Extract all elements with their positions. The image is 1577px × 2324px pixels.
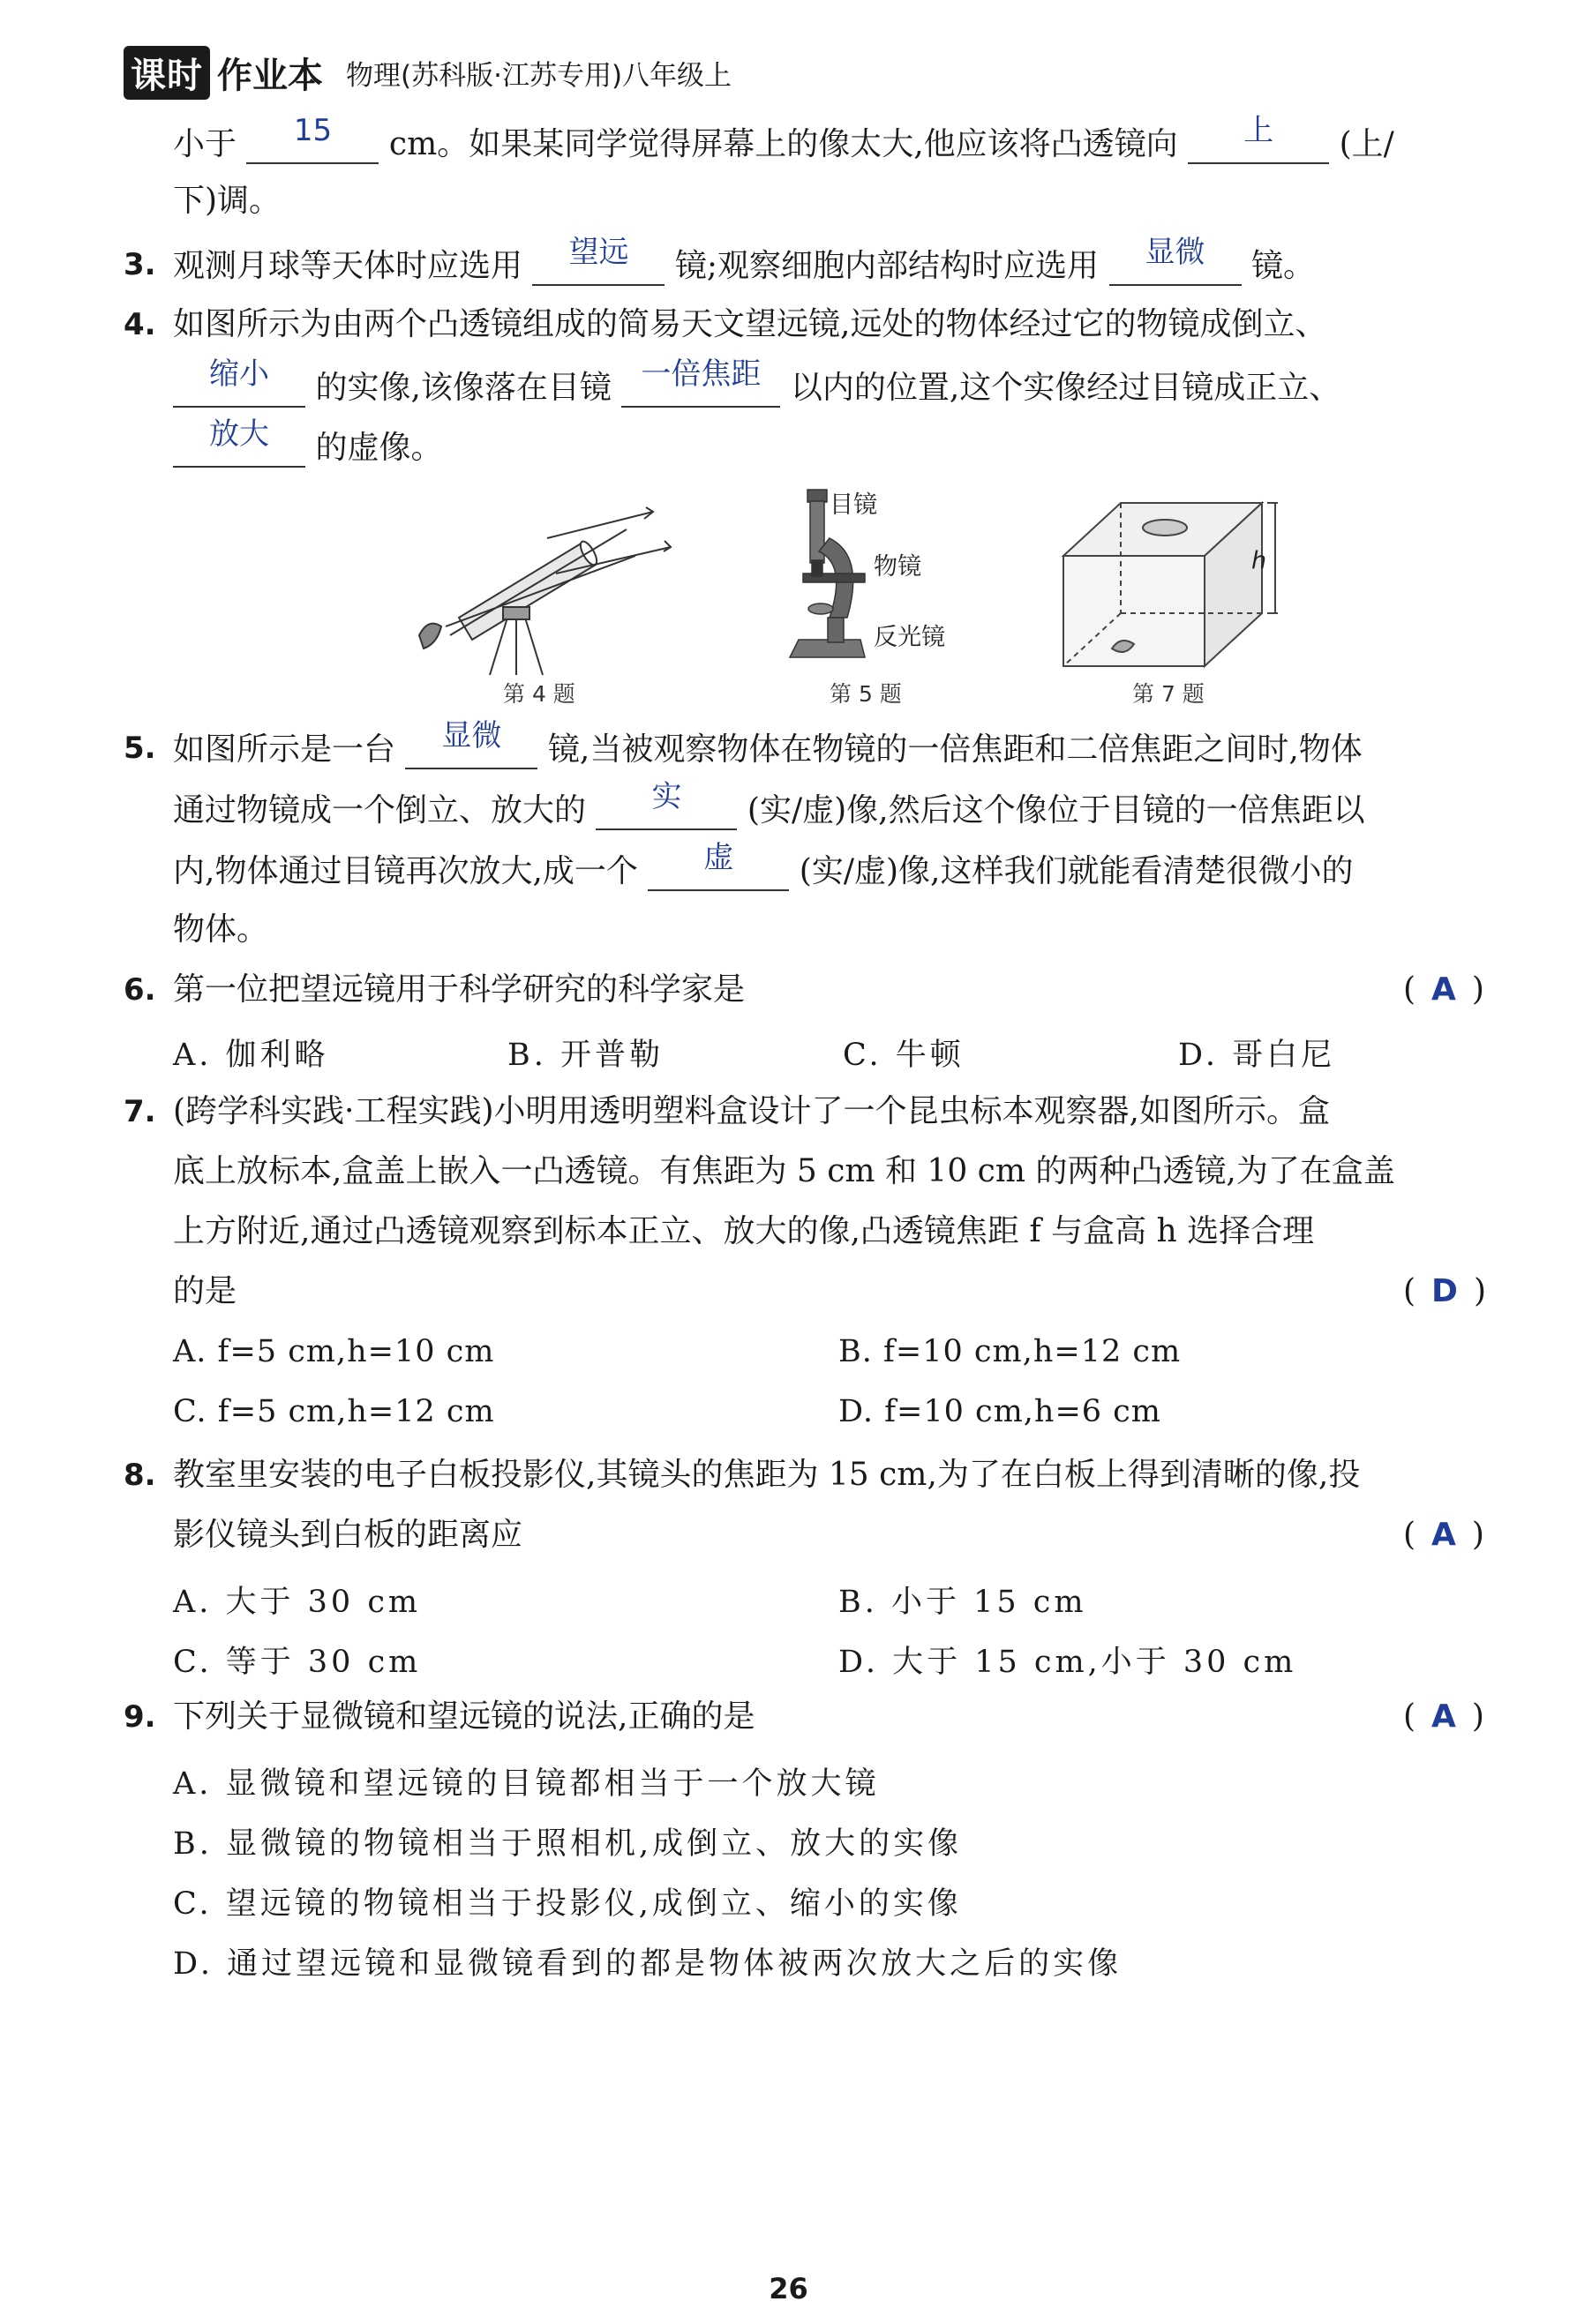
q6-option-a: A. 伽利略 [173, 1038, 329, 1073]
q5-text-a: 如图所示是一台 [173, 731, 396, 768]
q3-number: 3. [124, 247, 156, 282]
q3-answer-2: 显微 [1145, 235, 1205, 270]
q3-text-b: 镜;观察细胞内部结构时应选用 [674, 248, 1100, 284]
q2-answer-2: 上 [1243, 113, 1274, 148]
q6-option-b: B. 开普勒 [507, 1038, 664, 1073]
q9-option-b: B. 显微镜的物镜相当于照相机,成倒立、放大的实像 [173, 1826, 963, 1862]
q8-option-a: A. 大于 30 cm [173, 1585, 422, 1620]
microscope-label-objective: 物镜 [874, 553, 921, 581]
q9-stem: 下列关于显微镜和望远镜的说法,正确的是 [173, 1698, 755, 1735]
q7-text-d: 的是 [173, 1273, 237, 1309]
q6-option-d: D. 哥白尼 [1178, 1038, 1336, 1073]
q5-answer-1: 显微 [441, 718, 502, 753]
q8-text-b: 影仪镜头到白板的距离应 [173, 1517, 523, 1553]
q5-number: 5. [124, 731, 156, 766]
telescope-figure [415, 503, 680, 679]
q5-text-f: (实/虚)像,这样我们就能看清楚很微小的 [799, 853, 1354, 889]
brand-logo: 课时 [124, 46, 210, 100]
figure-5-caption: 第 5 题 [830, 681, 902, 707]
page-number: 26 [769, 2272, 808, 2305]
q8-number: 8. [124, 1458, 156, 1493]
q9-number: 9. [124, 1699, 156, 1735]
q4-blank-1 [173, 356, 305, 408]
q7-option-d: D. f=10 cm,h=6 cm [838, 1394, 1161, 1429]
q5-answer-2: 实 [651, 779, 682, 814]
microscope-label-mirror: 反光镜 [874, 624, 945, 651]
q6-answer: A [1431, 971, 1456, 1008]
q7-text-a: (跨学科实践·工程实践)小明用透明塑料盒设计了一个昆虫标本观察器,如图所示。盒 [173, 1093, 1330, 1129]
subject-title: 物理(苏科版·江苏专用)八年级上 [346, 59, 732, 92]
q9-option-a: A. 显微镜和望远镜的目镜都相当于一个放大镜 [173, 1766, 880, 1802]
q4-text-d: 的虚像。 [315, 430, 443, 466]
q5-blank-3 [648, 840, 789, 891]
q9-option-d: D. 通过望远镜和显微镜看到的都是物体被两次放大之后的实像 [173, 1946, 1123, 1982]
q9-answer-bracket: ( A ) [1403, 1698, 1484, 1735]
q4-text-c: 以内的位置,这个实像经过目镜成正立、 [790, 370, 1341, 406]
q4-answer-1: 缩小 [209, 356, 269, 392]
q8-option-c: C. 等于 30 cm [173, 1645, 422, 1680]
q5-answer-3: 虚 [703, 840, 734, 875]
q4-blank-3 [173, 416, 305, 468]
page-header [124, 46, 732, 99]
box-height-label: h [1251, 547, 1267, 574]
q5-text-b: 镜,当被观察物体在物镜的一倍焦距和二倍焦距之间时,物体 [547, 731, 1363, 768]
q4-answer-3: 放大 [209, 416, 269, 452]
q6-number: 6. [124, 972, 156, 1008]
q8-answer-bracket: ( A ) [1403, 1517, 1484, 1553]
q3-blank-1 [532, 235, 665, 286]
q2-text-a: 小于 [173, 126, 237, 162]
figure-7-caption: 第 7 题 [1132, 681, 1205, 707]
q2-text-b: cm。如果某同学觉得屏幕上的像太大,他应该将凸透镜向 [388, 126, 1178, 162]
q8-text-a: 教室里安装的电子白板投影仪,其镜头的焦距为 15 cm,为了在白板上得到清晰的像,投 [173, 1457, 1361, 1493]
q3-answer-1: 望远 [568, 235, 629, 270]
q4-blank-2 [621, 356, 780, 408]
q7-option-a: A. f=5 cm,h=10 cm [173, 1334, 495, 1369]
q5-text-e: 内,物体通过目镜再次放大,成一个 [173, 853, 638, 889]
specimen-box-figure [1050, 494, 1280, 671]
q7-answer-bracket: ( D ) [1403, 1273, 1486, 1309]
q7-text-b: 底上放标本,盒盖上嵌入一凸透镜。有焦距为 5 cm 和 10 cm 的两种凸透镜,为了在盒盖 [173, 1153, 1395, 1189]
q8-option-b: B. 小于 15 cm [838, 1585, 1087, 1620]
q5-text-g: 物体。 [173, 911, 269, 948]
brand-title: 作业本 [217, 55, 323, 96]
q5-blank-2 [596, 779, 737, 830]
q7-answer: D [1431, 1273, 1458, 1309]
q8-option-d: D. 大于 15 cm,小于 30 cm [838, 1645, 1297, 1680]
q6-answer-bracket: ( A ) [1403, 971, 1484, 1008]
q4-text-b: 的实像,该像落在目镜 [315, 370, 612, 406]
q6-stem: 第一位把望远镜用于科学研究的科学家是 [173, 971, 746, 1008]
q3-text-c: 镜。 [1250, 248, 1315, 284]
q3-blank-2 [1109, 235, 1242, 286]
q5-text-d: (实/虚)像,然后这个像位于目镜的一倍焦距以 [747, 792, 1365, 828]
q2-text-d: 下)调。 [173, 183, 282, 219]
q3-text-a: 观测月球等天体时应选用 [173, 248, 523, 284]
q7-number: 7. [124, 1094, 156, 1129]
q9-option-c: C. 望远镜的物镜相当于投影仪,成倒立、缩小的实像 [173, 1886, 962, 1922]
q6-option-c: C. 牛顿 [843, 1038, 965, 1073]
q8-answer: A [1431, 1517, 1456, 1553]
microscope-label-eyepiece: 目镜 [830, 491, 877, 519]
q4-number: 4. [124, 307, 156, 342]
q9-answer: A [1431, 1698, 1456, 1735]
q5-text-c: 通过物镜成一个倒立、放大的 [173, 792, 587, 828]
q2-blank-2 [1188, 113, 1329, 164]
q2-blank-1 [246, 113, 379, 164]
q4-text-a: 如图所示为由两个凸透镜组成的简易天文望远镜,远处的物体经过它的物镜成倒立、 [173, 306, 1327, 342]
q2-answer-1: 15 [293, 113, 333, 148]
q7-option-b: B. f=10 cm,h=12 cm [838, 1334, 1182, 1369]
figure-4-caption: 第 4 题 [503, 681, 575, 707]
q5-blank-1 [405, 718, 537, 769]
q4-answer-2: 一倍焦距 [641, 356, 762, 392]
q7-text-c: 上方附近,通过凸透镜观察到标本正立、放大的像,凸透镜焦距 f 与盒高 h 选择合理 [173, 1213, 1315, 1249]
q7-option-c: C. f=5 cm,h=12 cm [173, 1394, 495, 1429]
q2-text-c: (上/ [1339, 126, 1394, 162]
